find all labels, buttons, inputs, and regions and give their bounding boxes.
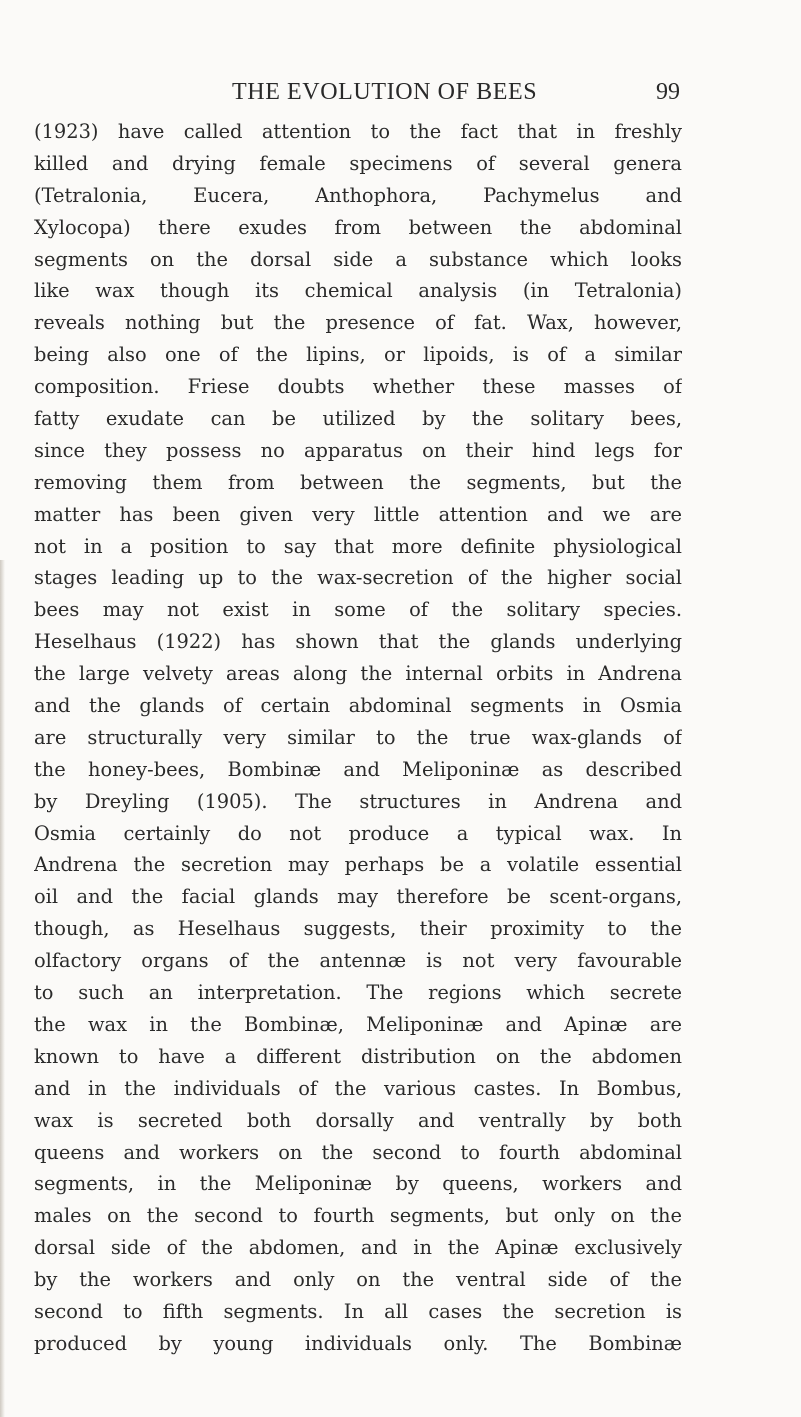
text-line: removing them from between the segments, but the [34, 470, 682, 494]
text-line: Xylocopa) there exudes from between the abdominal [34, 215, 682, 239]
text-line: bees may not exist in some of the solitary species. [34, 598, 682, 622]
text-line: olfactory organs of the antennæ is not very favourable [34, 949, 682, 973]
text-line: and in the individuals of the various castes. In Bombus, [34, 1076, 682, 1100]
text-line: queens and workers on the second to fourth abdominal [34, 1140, 682, 1164]
text-line: (Tetralonia, Eucera, Anthophora, Pachymelus and [34, 183, 682, 207]
running-head [232, 74, 680, 110]
text-line: not in a position to say that more definite physiological [34, 534, 682, 558]
text-line: known to have a different distribution on the abdomen [34, 1044, 682, 1068]
text-line: by Dreyling (1905). The structures in Andrena and [34, 789, 682, 813]
text-line: Andrena the secretion may perhaps be a volatile essential [34, 853, 682, 877]
text-line: the honey-bees, Bombinæ and Meliponinæ as described [34, 757, 682, 781]
text-line: the wax in the Bombinæ, Meliponinæ and Apinæ are [34, 1012, 682, 1036]
text-line: produced by young individuals only. The Bombinæ [34, 1331, 682, 1355]
text-line: dorsal side of the abdomen, and in the Apinæ exclusively [34, 1236, 682, 1260]
text-line: by the workers and only on the ventral side of the [34, 1268, 682, 1292]
text-line: segments on the dorsal side a substance which looks [34, 247, 682, 271]
text-line: matter has been given very little attention and we are [34, 502, 682, 526]
text-line: fatty exudate can be utilized by the solitary bees, [34, 407, 682, 431]
text-line: oil and the facial glands may therefore be scent-organs, [34, 885, 682, 909]
text-line: stages leading up to the wax-secretion of the higher social [34, 566, 682, 590]
text-line: though, as Heselhaus suggests, their proximity to the [34, 917, 682, 941]
text-line: to such an interpretation. The regions which secrete [34, 981, 682, 1005]
text-line: Heselhaus (1922) has shown that the glands underlying [34, 630, 682, 654]
text-line: since they possess no apparatus on their hind legs for [34, 438, 682, 462]
text-line: (1923) have called attention to the fact that in freshly [34, 120, 682, 143]
text-line: Osmia certainly do not produce a typical wax. In [34, 821, 682, 845]
text-line: being also one of the lipins, or lipoids, is of a similar [34, 343, 682, 367]
text-line: composition. Friese doubts whether these masses of [34, 375, 682, 399]
text-line: segments, in the Meliponinæ by queens, workers and [34, 1172, 682, 1196]
text-line: males on the second to fourth segments, but only on the [34, 1204, 682, 1228]
page-edge-shadow [0, 560, 5, 1417]
text-line: the large velvety areas along the internal orbits in Andrena [34, 662, 682, 686]
running-head-title: THE EVOLUTION OF BEES [232, 79, 538, 105]
text-line: second to fifth segments. In all cases the secretion is [34, 1299, 682, 1323]
text-line: reveals nothing but the presence of fat. Wax, however, [34, 311, 682, 335]
text-line: like wax though its chemical analysis (in Tetralonia) [34, 279, 682, 303]
text-line: and the glands of certain abdominal segments in Osmia [34, 694, 682, 718]
text-line: killed and drying female specimens of several genera [34, 151, 682, 175]
text-line: wax is secreted both dorsally and ventrally by both [34, 1108, 682, 1132]
body-paragraph [34, 116, 682, 1360]
page-number: 99 [656, 79, 680, 105]
text-line: are structurally very similar to the true wax-glands of [34, 725, 682, 749]
